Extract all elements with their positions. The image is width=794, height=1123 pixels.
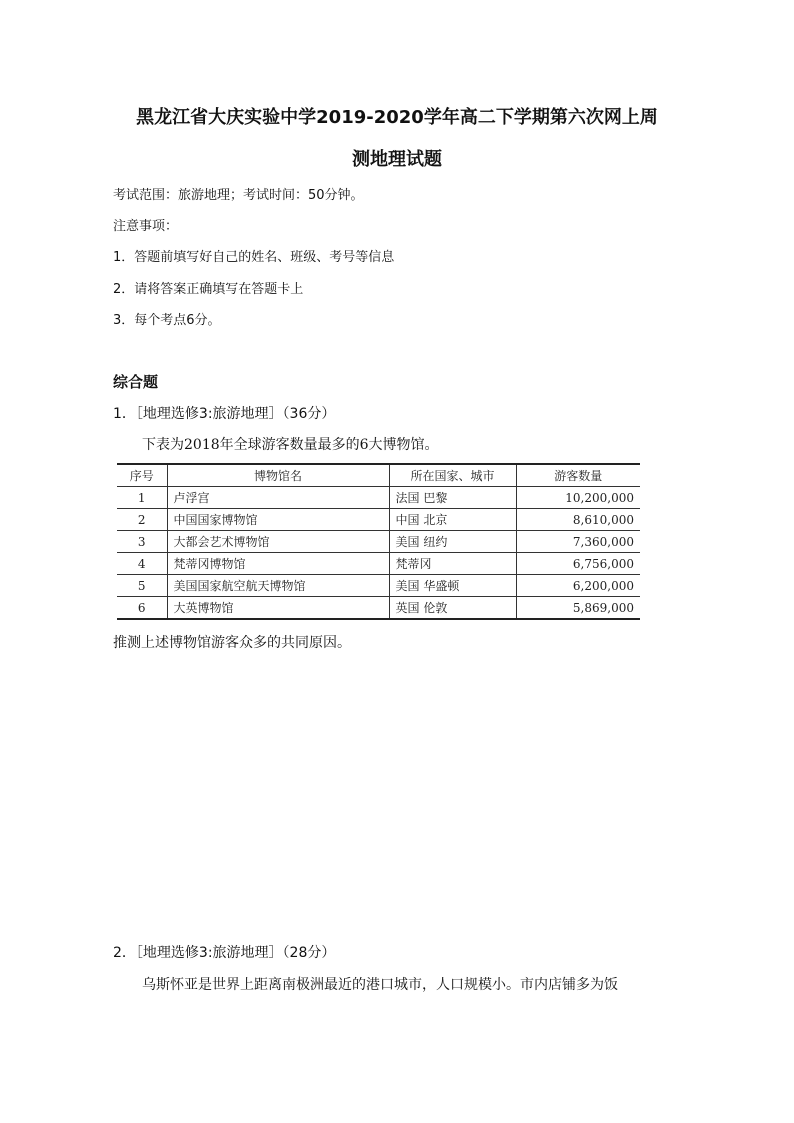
table-cell-rank: 4	[117, 553, 167, 575]
table-row	[117, 597, 640, 620]
table-cell-visitors: 5,869,000	[516, 597, 640, 620]
table-cell-museum: 大英博物馆	[167, 597, 389, 620]
table-cell-museum: 大都会艺术博物馆	[167, 531, 389, 553]
table-cell-museum: 梵蒂冈博物馆	[167, 553, 389, 575]
table-cell-visitors: 6,200,000	[516, 575, 640, 597]
table-cell-visitors: 10,200,000	[516, 487, 640, 509]
question-1-label: 1．［地理选修3:旅游地理］（36分）	[113, 406, 336, 422]
page-title-line1: 黑龙江省大庆实验中学2019-2020学年高二下学期第六次网上周	[136, 107, 658, 128]
table-cell-visitors: 7,360,000	[516, 531, 640, 553]
column-header: 游客数量	[516, 464, 640, 487]
table-cell-location: 美国 纽约	[389, 531, 516, 553]
table-cell-location: 英国 伦敦	[389, 597, 516, 620]
page-title-line2: 测地理试题	[352, 149, 442, 170]
table-cell-location: 法国 巴黎	[389, 487, 516, 509]
table-cell-museum: 中国国家博物馆	[167, 509, 389, 531]
table-cell-rank: 5	[117, 575, 167, 597]
column-header: 博物馆名	[167, 464, 389, 487]
table-row	[117, 575, 640, 597]
table-cell-rank: 3	[117, 531, 167, 553]
table-row	[117, 509, 640, 531]
table-cell-museum: 卢浮宫	[167, 487, 389, 509]
table-cell-location: 中国 北京	[389, 509, 516, 531]
table-cell-visitors: 8,610,000	[516, 509, 640, 531]
table-row	[117, 553, 640, 575]
notes-heading: 注意事项：	[113, 219, 179, 234]
exam-scope: 考试范围：旅游地理；考试时间：50分钟。	[113, 188, 364, 203]
note-item-1: 1．答题前填写好自己的姓名、班级、考号等信息	[113, 250, 395, 265]
table-cell-rank: 1	[117, 487, 167, 509]
table-row	[117, 487, 640, 509]
question-1-prompt: 推测上述博物馆游客众多的共同原因。	[113, 635, 351, 651]
note-item-3: 3．每个考点6分。	[113, 313, 221, 328]
question-1-intro: 下表为2018年全球游客数量最多的6大博物馆。	[142, 437, 439, 453]
table-row	[117, 531, 640, 553]
table-cell-museum: 美国国家航空航天博物馆	[167, 575, 389, 597]
table-cell-rank: 2	[117, 509, 167, 531]
question-2-intro: 乌斯怀亚是世界上距离南极洲最近的港口城市，人口规模小。市内店铺多为饭	[142, 977, 618, 993]
table-header-row	[117, 464, 640, 487]
table-cell-location: 梵蒂冈	[389, 553, 516, 575]
table-cell-visitors: 6,756,000	[516, 553, 640, 575]
note-item-2: 2．请将答案正确填写在答题卡上	[113, 282, 304, 297]
museum-table	[117, 463, 640, 620]
column-header: 序号	[117, 464, 167, 487]
table-cell-rank: 6	[117, 597, 167, 620]
question-2-label: 2．［地理选修3:旅游地理］（28分）	[113, 945, 336, 961]
table-cell-location: 美国 华盛顿	[389, 575, 516, 597]
column-header: 所在国家、城市	[389, 464, 516, 487]
section-heading: 综合题	[113, 373, 159, 391]
